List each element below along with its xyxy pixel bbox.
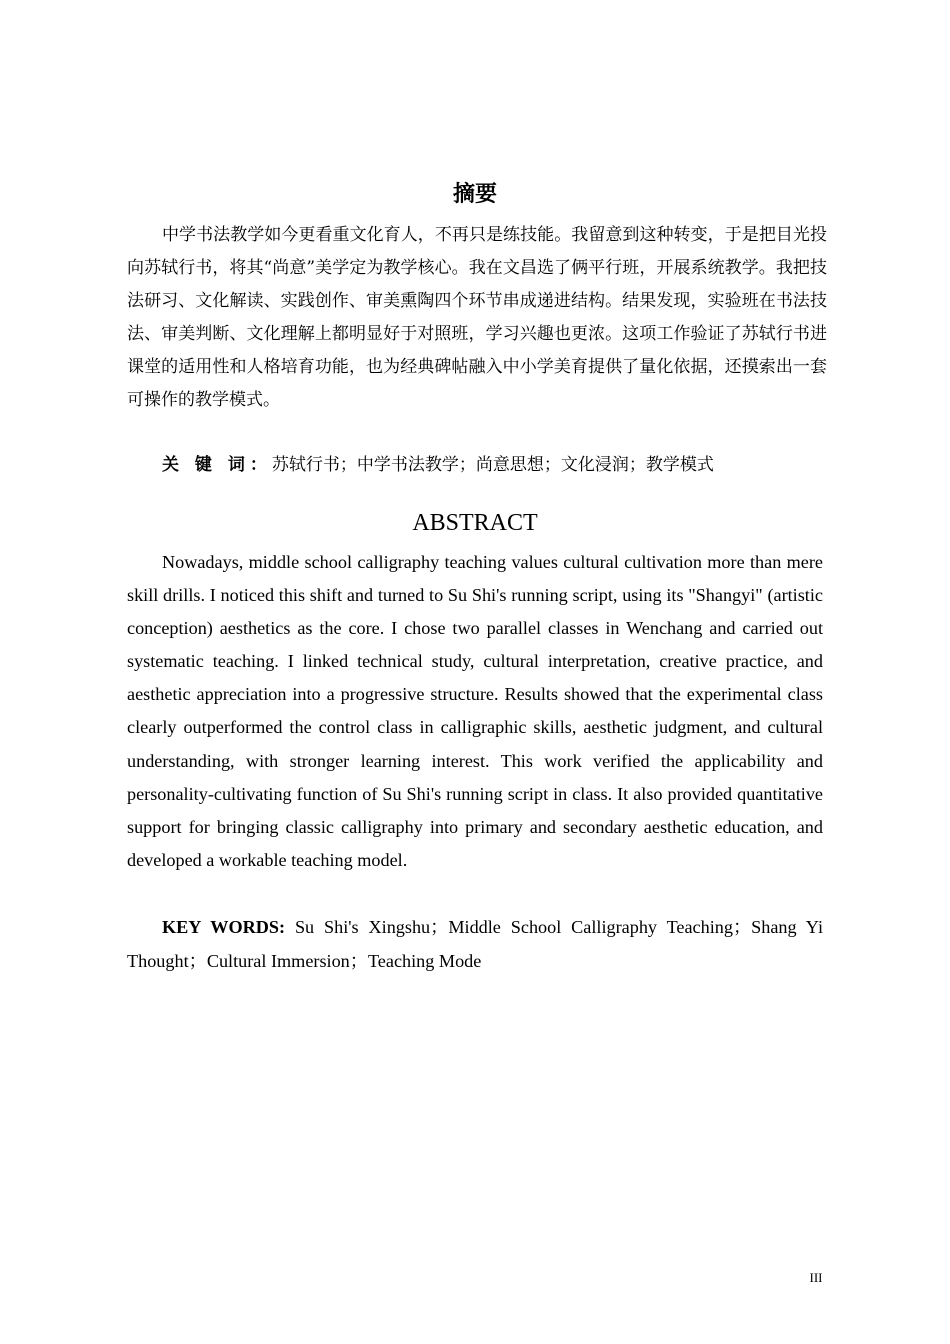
english-keywords-line	[127, 911, 823, 978]
english-abstract-body: Nowadays, middle school calligraphy teaching values cultural cultivation more than mere skill drills. I noticed this shift and turned to Su Shi's running script, using its "Shangyi" (artistic conception) aesthetics as the core. I chose two parallel classes in Wenchang and carried out systematic teaching. I linked technical study, cultural interpretation, creative practice, and aesthetic appreciation into a progressive structure. Results showed that the experimental class clearly outperformed the control class in calligraphic skills, aesthetic judgment, and cultural understanding, with stronger learning interest. This work verified the applicability and personality-cultivating function of Su Shi's running script in class. It also provided quantitative support for bringing classic calligraphy into primary and secondary aesthetic education, and developed a workable teaching model.	[127, 552, 823, 870]
chinese-keywords-label: 关 键 词：	[162, 455, 272, 475]
chinese-abstract-title: 摘要	[452, 182, 497, 207]
chinese-keywords-line	[162, 450, 827, 480]
page-number: III	[809, 1270, 823, 1285]
english-keywords-label: KEY WORDS:	[162, 917, 286, 937]
english-keywords-text: Su Shi's Xingshu；Middle School Calligraphy Teaching；Shang Yi Thought；Cultural Immersion；Teaching Mode	[127, 917, 823, 971]
chinese-keywords-text: 苏轼行书；中学书法教学；尚意思想；文化浸润；教学模式	[271, 455, 714, 475]
chinese-abstract-body: 中学书法教学如今更看重文化育人，不再只是练技能。我留意到这种转变，于是把目光投向苏轼行书，将其“尚意”美学定为教学核心。我在文昌选了俩平行班，开展系统教学。我把技法研习、文化解读、实践创作、审美熏陶四个环节串成递进结构。结果发现，实验班在书法技法、审美判断、文化理解上都明显好于对照班，学习兴趣也更浓。这项工作验证了苏轼行书进课堂的适用性和人格培育功能，也为经典碑帖融入中小学美育提供了量化依据，还摸索出一套可操作的教学模式。	[127, 225, 827, 410]
english-abstract-title: ABSTRACT	[412, 510, 538, 536]
